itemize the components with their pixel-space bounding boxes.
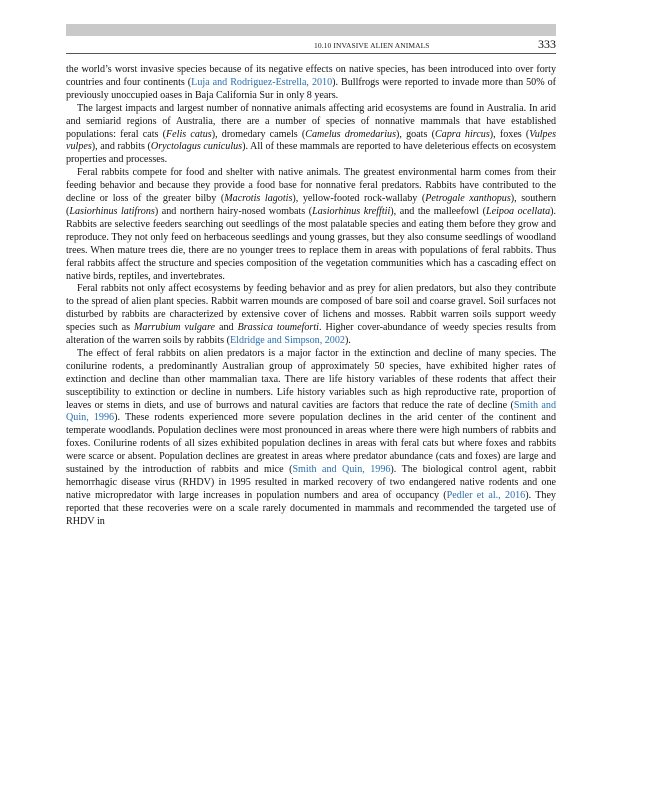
page-number: 333 <box>538 37 556 51</box>
species-name: Lasiorhinus krefftii <box>312 205 391 217</box>
species-name: Oryctolagus cuniculus <box>150 141 243 153</box>
text-run: ), foxes ( <box>489 128 530 140</box>
text-run: ), dromedary camels ( <box>211 128 306 140</box>
running-head: 10.10 INVASIVE ALIEN ANIMALS <box>314 41 430 50</box>
text-run: The largest impacts and largest number of nonnative animals affecting arid ecosystems are found in Australia. In arid and semiarid regions of Australia, there are a number of species of nonnative mammals that have established populations: feral cats ( <box>66 102 556 140</box>
paragraph-5 <box>66 348 556 529</box>
text-run: ). Rabbits are selective feeders searching out seedlings of the most palatable species and eating them before they grow and reproduce. They not only feed on herbaceous seedlings and young grasses, but they also consume seedlings of woodland trees. When mature trees die, there are no younger trees to replace them in areas with populations of feral rabbits. Thus feral rabbits affect the structure and species composition of the vegetation communities which has a cascading effect on native birds, reptiles, and invertebrates. <box>66 205 557 282</box>
text-run: ). The biological control agent, rabbit hemorrhagic disease virus (RHDV) in 1995 resulted in marked recovery of two endangered native rodents and one native micropredator with large increases in population numbers and area of occupancy ( <box>66 464 556 501</box>
text-run: ), and the malleefowl ( <box>390 205 487 217</box>
text-run: the world’s worst invasive species because of its negative effects on native species, has been introduced into over forty countries and four continents ( <box>66 64 556 88</box>
text-run: The effect of feral rabbits on alien predators is a major factor in the extinction and decline of many species. The conilurine rodents, a predominantly Australian group of approximately 50 species, have exhibited higher rates of extinction and decline than other mammalian taxa. There are life history variables of these rodents that affect their susceptibility to extinction or decline in numbers. Life history variables such as high reproductive rate, proportion of leaves or stems in diets, and use of burrows and natural cavities are factors that reduce the rate of decline ( <box>66 347 556 411</box>
text-run: Feral rabbits compete for food and shelter with native animals. The greatest environmental harm comes from their feeding behavior and because they provide a food base for nonnative feral predators. Rabbits have contributed to the decline or loss of the greater bilby ( <box>66 167 556 205</box>
header-bar <box>66 24 556 36</box>
text-run: ), yellow-footed rock-wallaby ( <box>292 193 426 205</box>
text-run: ) and northern hairy-nosed wombats ( <box>154 205 313 217</box>
text-run: ). All of these mammals are reported to have deleterious effects on ecosystem properties and processes. <box>66 141 556 166</box>
text-run: ), goats ( <box>396 128 435 140</box>
species-name: Vulpes vulpes <box>66 128 557 153</box>
text-run: ), southern ( <box>66 193 556 217</box>
page-header <box>66 36 556 54</box>
text-run: ), and rabbits ( <box>91 141 151 153</box>
species-name: Brassica toumeforti <box>237 322 319 334</box>
paragraph-4 <box>66 283 556 348</box>
species-name: Petrogale xanthopus <box>425 193 511 205</box>
citation-link[interactable]: Eldridge and Simpson, 2002 <box>229 335 345 347</box>
text-run: ). These rodents experienced more severe population declines in the arid center of the continent and temperate woodlands. Population declines were most pronounced in areas where there were high numbers of rabbits and foxes. Conilurine rodents of all sizes exhibited population declines in areas with feral cats but where foxes and rabbits were scarce or absent. Population declines are greatest in areas where predator abundance (cats and foxes) are large and sustained by the introduction of rabbits and mice ( <box>66 412 557 476</box>
text-run: ). <box>344 335 351 347</box>
species-name: Marrubium vulgare <box>134 322 216 334</box>
text-run: . Higher cover-abundance of weedy species results from alteration of the warren soils by rabbits ( <box>66 322 556 347</box>
paragraph-2 <box>66 103 556 168</box>
body-text <box>66 64 556 529</box>
species-name: Lasiorhinus latifrons <box>69 205 155 217</box>
species-name: Leipoa ocellata <box>486 205 551 217</box>
text-run: Feral rabbits not only affect ecosystems by feeding behavior and as prey for alien predators, but also they contribute to the spread of alien plant species. Rabbit warren mounds are composed of bare soil and coarse gravel. Soil surfaces not disturbed by rabbits are characterized by extensive cover of lichens and mosses. Rabbit warren soils support weedy species such as <box>66 283 556 334</box>
species-name: Camelus dromedarius <box>305 128 396 140</box>
species-name: Felis catus <box>166 128 212 140</box>
paragraph-1 <box>66 64 556 103</box>
citation-link[interactable]: Luja and Rodriguez-Estrella, 2010 <box>191 76 333 88</box>
citation-link[interactable]: Smith and Quin, 1996 <box>292 464 391 476</box>
species-name: Macrotis lagotis <box>224 193 293 205</box>
text-run: ). They reported that these recoveries were on a scale rarely documented in mammals and recommended the targeted use of RHDV in <box>66 489 556 527</box>
text-run: and <box>215 322 238 334</box>
citation-link[interactable]: Pedler et al., 2016 <box>446 489 526 501</box>
citation-link[interactable]: Smith and Quin, 1996 <box>66 399 557 424</box>
text-run: ). Bullfrogs were reported to invade more than 50% of previously unoccupied oases in Baja California Sur in only 8 years. <box>66 76 556 101</box>
species-name: Capra hircus <box>434 128 490 140</box>
paragraph-3 <box>66 167 556 283</box>
